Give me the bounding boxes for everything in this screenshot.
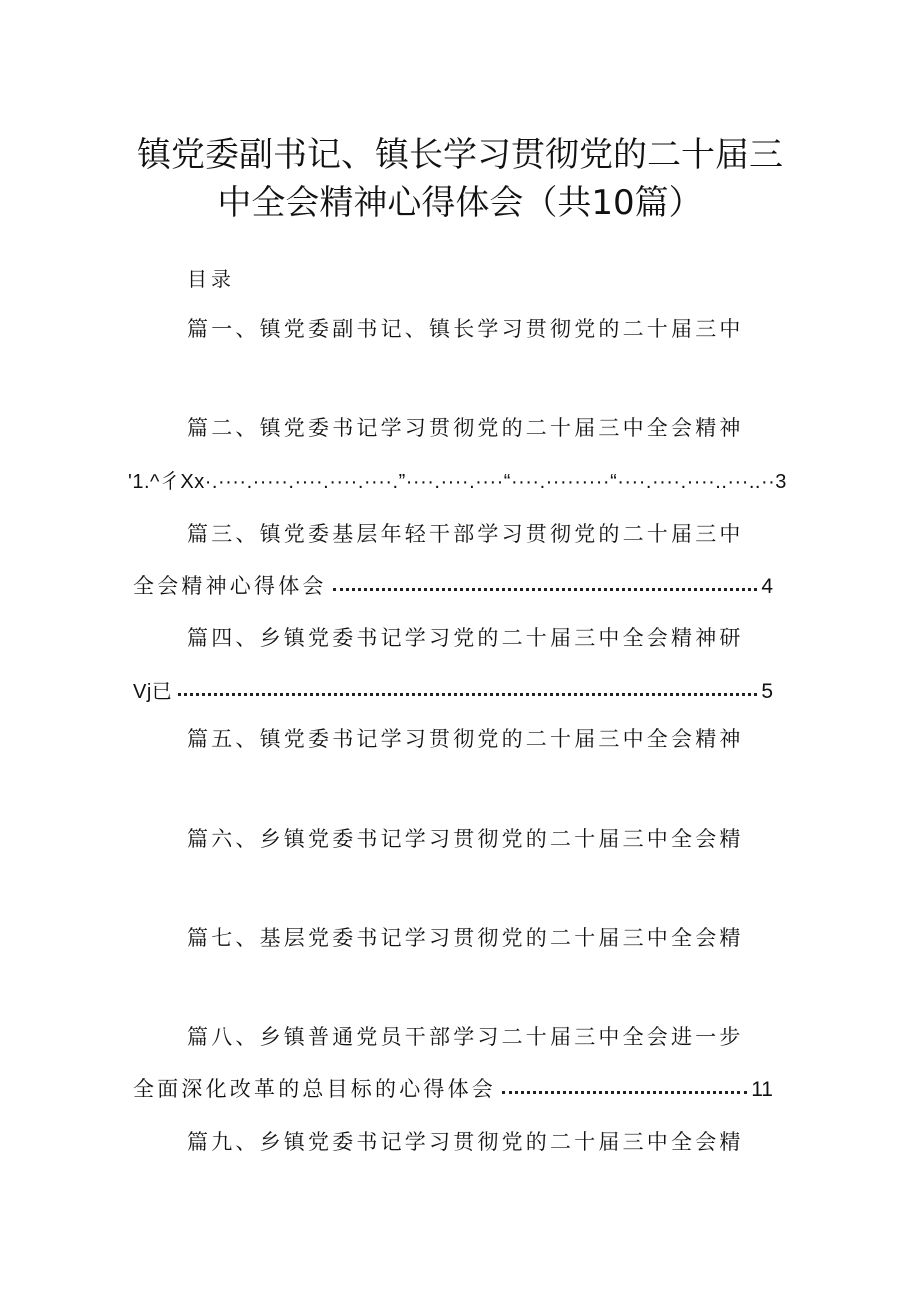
- toc-entry-3-text: 全会精神心得体会: [133, 574, 327, 598]
- toc-heading: 目录: [187, 267, 235, 291]
- toc-entry-1[interactable]: 篇一、镇党委副书记、镇长学习贯彻党的二十届三中: [187, 317, 744, 341]
- dot-leader: [333, 588, 758, 591]
- document-title-line-2: 中全会精神心得体会（共10篇）: [217, 183, 703, 223]
- toc-entry-4[interactable]: 篇四、乡镇党委书记学习党的二十届三中全会精神研: [187, 626, 744, 650]
- dot-leader: [502, 1091, 747, 1094]
- toc-entry-8-text: 全面深化改革的总目标的心得体会: [133, 1077, 496, 1101]
- toc-entry-8[interactable]: 篇八、乡镇普通党员干部学习二十届三中全会进一步: [187, 1025, 744, 1049]
- toc-entry-9[interactable]: 篇九、乡镇党委书记学习贯彻党的二十届三中全会精: [187, 1130, 744, 1154]
- toc-entry-2-garbled-text: '1.^彳Xx·.····.·····.····.····.····.”····.····.····“····.·········“····.····.····..···..··3: [128, 471, 787, 493]
- toc-entry-7[interactable]: 篇七、基层党委书记学习贯彻党的二十届三中全会精: [187, 926, 744, 950]
- document-title-line-1: 镇党委副书记、镇长学习贯彻党的二十届三: [137, 135, 783, 175]
- toc-entry-3-continuation[interactable]: [133, 570, 773, 596]
- toc-entry-8-continuation[interactable]: [133, 1073, 773, 1099]
- toc-entry-4-continuation[interactable]: [133, 675, 773, 701]
- toc-entry-6[interactable]: 篇六、乡镇党委书记学习贯彻党的二十届三中全会精: [187, 827, 744, 851]
- toc-entry-8-page-number: 11: [751, 1078, 773, 1101]
- toc-entry-3[interactable]: 篇三、镇党委基层年轻干部学习贯彻党的二十届三中: [187, 522, 744, 546]
- toc-entry-3-page-number: 4: [761, 575, 773, 598]
- toc-entry-5[interactable]: 篇五、镇党委书记学习贯彻党的二十届三中全会精神: [187, 727, 744, 751]
- toc-entry-4-garbled-text: Vj已: [133, 681, 173, 703]
- toc-entry-2-continuation[interactable]: [128, 465, 787, 493]
- toc-entry-4-page-number: 5: [761, 680, 773, 703]
- toc-entry-2[interactable]: 篇二、镇党委书记学习贯彻党的二十届三中全会精神: [187, 416, 744, 440]
- dot-leader: [178, 693, 757, 696]
